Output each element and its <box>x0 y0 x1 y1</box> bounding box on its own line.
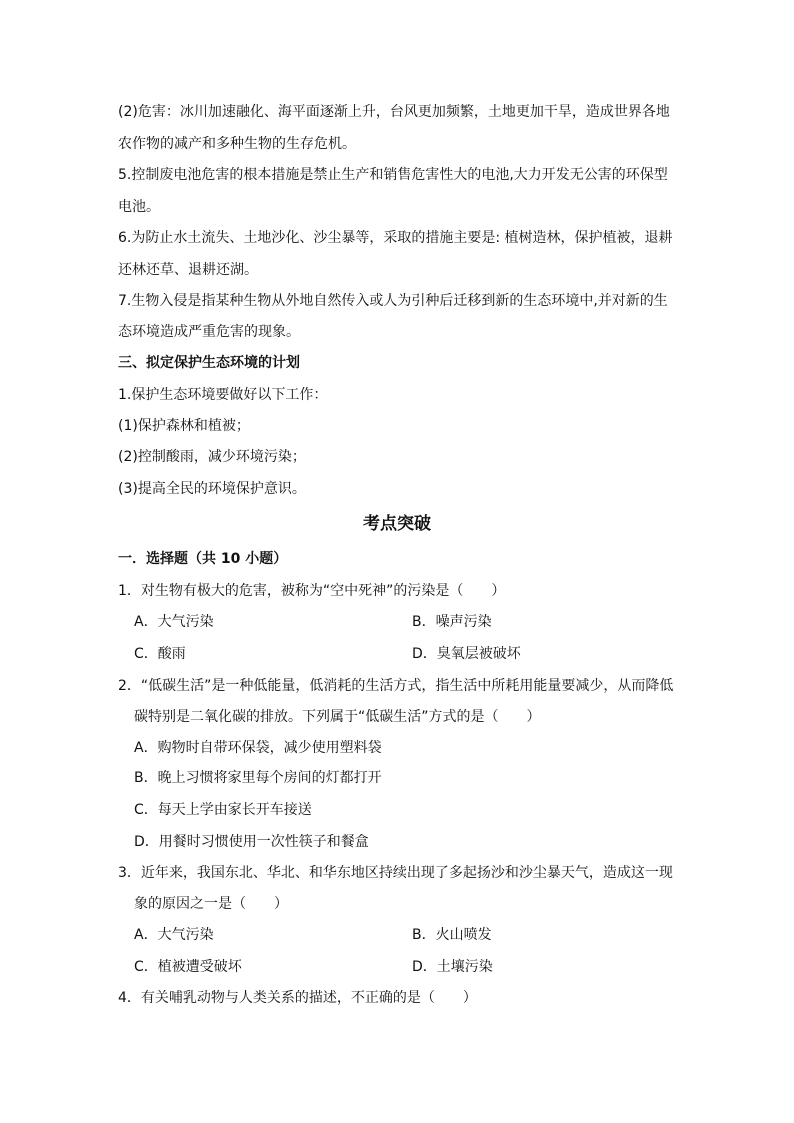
question-1-option-a: A．大气污染 <box>134 614 214 630</box>
question-1-option-d: D．臭氧层被破坏 <box>412 646 521 662</box>
question-3-stem: 象的原因之一是（ ） <box>134 896 288 912</box>
question-3-option-c: C．植被遭受破坏 <box>134 959 242 975</box>
note-line: 态环境造成严重危害的现象。 <box>118 324 300 340</box>
note-line: 1.保护生态环境要做好以下工作： <box>118 387 328 403</box>
question-2-option-b: B．晚上习惯将家里每个房间的灯都打开 <box>134 770 382 786</box>
question-1-option-b: B．噪声污染 <box>412 614 492 630</box>
note-line: (1)保护森林和植被； <box>118 418 250 434</box>
note-line: 5.控制废电池危害的根本措施是禁止生产和销售危害性大的电池,大力开发无公害的环保型 <box>118 167 668 183</box>
question-1-stem: 1．对生物有极大的危害，被称为“空中死神”的污染是（ ） <box>118 583 506 599</box>
question-3-option-a: A．大气污染 <box>134 927 214 943</box>
quiz-section-heading: 一．选择题（共 10 小题） <box>118 551 288 567</box>
note-line: 7.生物入侵是指某种生物从外地自然传入或人为引种后迁移到新的生态环境中,并对新的生 <box>118 293 668 309</box>
question-3-option-b: B．火山喷发 <box>412 927 492 943</box>
question-2-option-c: C．每天上学由家长开车接送 <box>134 802 312 818</box>
question-2-option-d: D．用餐时习惯使用一次性筷子和餐盒 <box>134 834 369 850</box>
section-heading: 三、拟定保护生态环境的计划 <box>118 355 300 371</box>
note-line: (3)提高全民的环境保护意识。 <box>118 481 306 497</box>
question-2-stem: 碳特别是二氧化碳的排放。下列属于“低碳生活”方式的是（ ） <box>134 709 541 725</box>
note-line: 电池。 <box>118 199 160 215</box>
page-title: 考点突破 <box>363 514 431 534</box>
note-line: 6.为防止水土流失、土地沙化、沙尘暴等，采取的措施主要是: 植树造林，保护植被，退耕 <box>118 230 673 246</box>
note-line: 还林还草、退耕还湖。 <box>118 262 258 278</box>
question-4-stem: 4．有关哺乳动物与人类关系的描述，不正确的是（ ） <box>118 990 477 1006</box>
question-3-option-d: D．土壤污染 <box>412 959 493 975</box>
question-3-stem: 3．近年来，我国东北、华北、和华东地区持续出现了多起扬沙和沙尘暴天气，造成这一现 <box>118 865 673 881</box>
question-2-stem: 2．“低碳生活”是一种低能量，低消耗的生活方式，指生活中所耗用能量要减少，从而降低 <box>118 678 674 694</box>
note-line: (2)危害：冰川加速融化、海平面逐渐上升，台风更加频繁，土地更加干旱，造成世界各地 <box>118 104 670 120</box>
question-2-option-a: A．购物时自带环保袋，减少使用塑料袋 <box>134 740 382 756</box>
question-1-option-c: C．酸雨 <box>134 646 186 662</box>
note-line: 农作物的减产和多种生物的生存危机。 <box>118 136 356 152</box>
note-line: (2)控制酸雨，减少环境污染； <box>118 449 306 465</box>
